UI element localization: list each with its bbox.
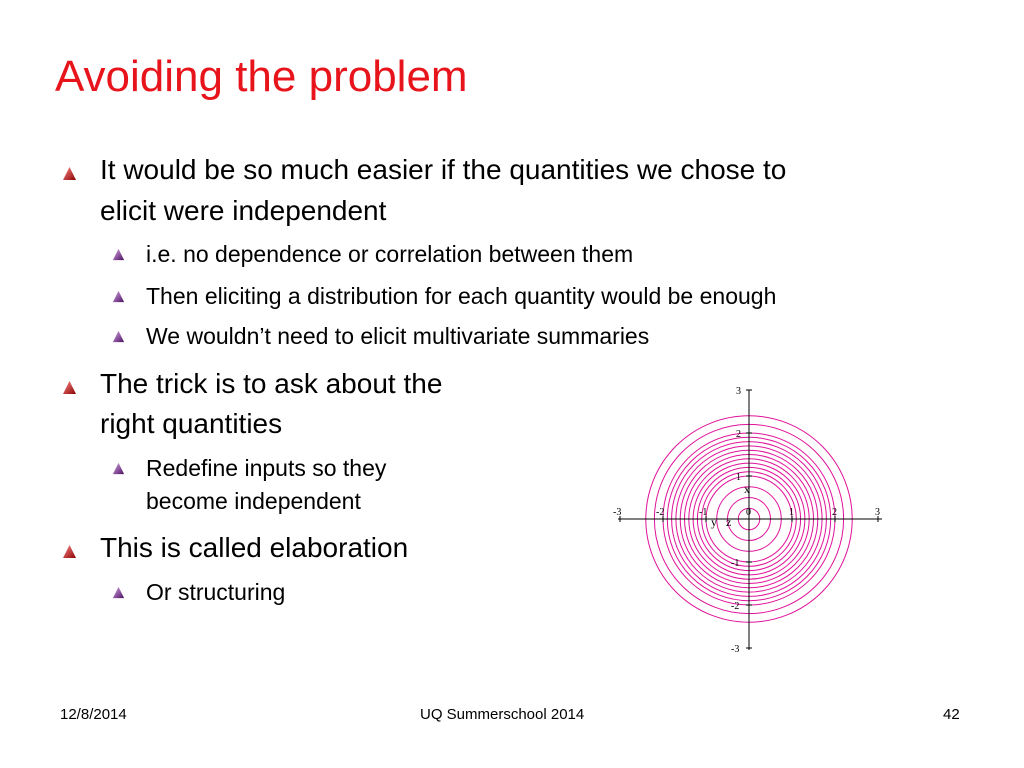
- sub-bullet-icon: [112, 248, 125, 261]
- x-ticks: [613, 507, 880, 522]
- sub-bullet-icon: [112, 586, 125, 599]
- label-x: x: [744, 482, 750, 496]
- footer-center: UQ Summerschool 2014: [420, 706, 585, 723]
- bullet-icon: [62, 544, 77, 559]
- sub-bullet-1-1: i.e. no dependence or correlation between them: [146, 241, 634, 267]
- bullet-1-line2: elicit were independent: [100, 195, 387, 226]
- sub-bullet-icon: [112, 462, 125, 475]
- bullet-2-line2: right quantities: [100, 408, 283, 439]
- sub-bullet-1-3: We wouldn’t need to elicit multivariate summaries: [146, 323, 650, 349]
- label-y: y: [711, 515, 717, 529]
- y-tick-label: -1: [731, 558, 740, 569]
- sub-bullet-icon: [112, 330, 125, 343]
- y-tick-label: 2: [736, 429, 741, 440]
- y-tick-label: -3: [731, 644, 740, 655]
- y-tick-label: -2: [731, 601, 740, 612]
- sub-bullet-icon: [112, 290, 125, 303]
- bullet-1-line1: It would be so much easier if the quantities we chose to: [100, 154, 787, 185]
- sub-bullet-3-1: Or structuring: [146, 579, 286, 605]
- x-tick-label: 3: [875, 507, 880, 518]
- concentric-circles-figure: [600, 380, 900, 660]
- bullet-3: This is called elaboration: [100, 532, 409, 563]
- y-tick-label: 1: [736, 472, 741, 483]
- sub-bullet-2-line2: become independent: [146, 488, 361, 514]
- label-z: z: [726, 515, 732, 529]
- bullet-icon: [62, 380, 77, 395]
- sub-bullet-2-line1: Redefine inputs so they: [146, 455, 387, 481]
- footer-date: 12/8/2014: [60, 706, 127, 723]
- footer-page: 42: [943, 706, 960, 723]
- sub-bullet-1-2: Then eliciting a distribution for each quantity would be enough: [146, 283, 777, 309]
- x-tick-label: -1: [699, 507, 708, 518]
- x-tick-label: 0: [746, 507, 751, 518]
- slide-title: Avoiding the problem: [55, 52, 468, 101]
- x-tick-label: 1: [789, 507, 794, 518]
- x-tick-label: -3: [613, 507, 622, 518]
- x-tick-label: 2: [832, 507, 837, 518]
- y-tick-label: 3: [736, 386, 741, 397]
- x-tick-label: -2: [656, 507, 665, 518]
- bullet-2-line1: The trick is to ask about the: [100, 368, 443, 399]
- bullet-icon: [62, 166, 77, 181]
